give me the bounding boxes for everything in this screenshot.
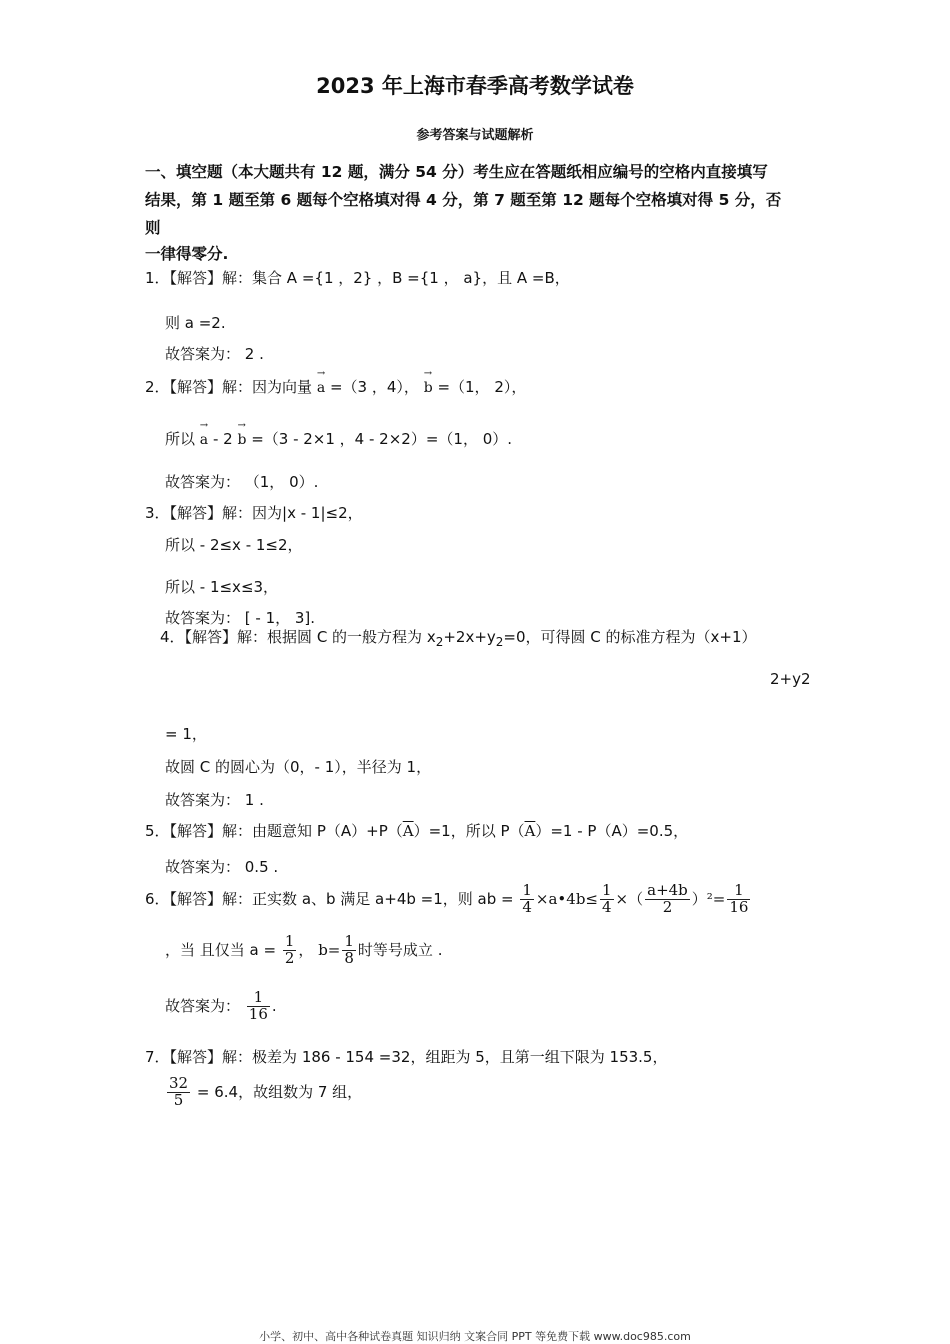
fraction: $\frac{1}{2}$ bbox=[284, 932, 295, 967]
q5-text-2: ）=1，所以 P（ bbox=[413, 822, 525, 840]
q4-answer: 故答案为： 1 . bbox=[165, 791, 264, 809]
complement-a: $\overline{A}$ bbox=[402, 822, 414, 840]
fraction: $\frac{1}{16}$ bbox=[729, 881, 749, 916]
fraction: $\frac{1}{4}$ bbox=[602, 881, 612, 916]
q3-line-1: 3．【解答】解：因为|x - 1|≤2， bbox=[145, 504, 363, 522]
q4-sub-1: 2 bbox=[435, 635, 444, 649]
q6-text-3: ， bbox=[298, 940, 314, 959]
fraction: $\frac{32}{5}$ bbox=[169, 1074, 189, 1109]
q2-text-6: =（3 - 2×1 ，4 - 2×2）=（1， 0）. bbox=[251, 430, 513, 448]
q4-line-1 bbox=[160, 626, 757, 649]
q2-text-3: =（1， 2）， bbox=[437, 378, 527, 396]
q2-answer: 故答案为： （1， 0）. bbox=[165, 473, 319, 491]
q2-text-5: - 2 bbox=[212, 430, 233, 448]
q2-text-1: 2．【解答】解：因为向量 bbox=[145, 378, 313, 396]
q5-answer: 故答案为： 0.5 . bbox=[165, 858, 279, 876]
section-header-line-3: 则 bbox=[145, 219, 161, 237]
q2-line-1 bbox=[145, 372, 526, 397]
q7-text: = 6.4，故组数为 7 组， bbox=[196, 1082, 363, 1101]
q5-text-1: 5．【解答】解：由题意知 P（A）+P（ bbox=[145, 822, 403, 840]
expression: ）²= bbox=[691, 889, 726, 908]
q1-line-1: 1．【解答】解：集合 A ={1 ，2} ，B ={1 ， a}，且 A =B， bbox=[145, 269, 570, 287]
q3-line-3: 所以 - 1≤x≤3， bbox=[165, 578, 279, 596]
q6-text-4: 时等号成立 . bbox=[357, 940, 443, 959]
q7-line-1: 7．【解答】解：极差为 186 - 154 =32，组距为 5，且第一组下限为 153.5， bbox=[145, 1048, 668, 1066]
page-title: 2023 年上海市春季高考数学试卷 bbox=[316, 74, 634, 98]
q1-line-2: 则 a =2. bbox=[165, 314, 226, 332]
fraction: $\frac{1}{16}$ bbox=[248, 988, 268, 1023]
q5-line-1 bbox=[145, 820, 688, 841]
vector-b: → b bbox=[424, 372, 433, 396]
q4-text-2: +2x+y bbox=[443, 628, 496, 646]
section-header-line-2: 结果，第 1 题至第 6 题每个空格填对得 4 分，第 7 题至第 12 题每个空格填对得 5 分，否 bbox=[145, 191, 782, 209]
expression: b= bbox=[318, 940, 341, 959]
q6-line-1 bbox=[145, 883, 752, 916]
q2-text-2: =（3 ，4）， bbox=[329, 378, 419, 396]
q6-text-1: 6．【解答】解：正实数 a、b 满足 a+4b =1，则 ab = bbox=[145, 889, 514, 908]
q4-line-4: 故圆 C 的圆心为（0，- 1），半径为 1， bbox=[165, 758, 432, 776]
q4-text-1: 4．【解答】解：根据圆 C 的一般方程为 x bbox=[160, 628, 436, 646]
q4-text-3: =0，可得圆 C 的标准方程为（x+1） bbox=[503, 628, 757, 646]
complement-a: $\overline{A}$ bbox=[524, 822, 536, 840]
q6-line-2 bbox=[165, 934, 442, 967]
footer: 小学、初中、高中各种试卷真题 知识归纳 文案合同 PPT 等免费下载 www.doc985.com bbox=[259, 1330, 691, 1343]
q5-text-3: ）=1 - P（A）=0.5， bbox=[535, 822, 689, 840]
q6-text-5: 故答案为： bbox=[165, 996, 241, 1015]
expression: ×（ bbox=[615, 889, 644, 908]
q6-text-6: . bbox=[271, 996, 277, 1015]
q4-line-2: 2+y2 bbox=[770, 670, 811, 688]
q4-line-3: = 1， bbox=[165, 725, 207, 743]
expression: ×a•4b≤ bbox=[535, 889, 598, 908]
page-subtitle: 参考答案与试题解析 bbox=[416, 128, 534, 143]
vector-a: → a bbox=[317, 372, 325, 396]
q3-line-2: 所以 - 2≤x - 1≤2， bbox=[165, 536, 303, 554]
q2-line-2 bbox=[165, 424, 512, 449]
q6-answer bbox=[165, 990, 277, 1023]
q1-answer: 故答案为： 2 . bbox=[165, 345, 264, 363]
q6-text-2: ，当 且仅当 a = bbox=[165, 940, 277, 959]
fraction: $\frac{a+4b}{2}$ bbox=[647, 881, 688, 916]
q4-sub-2: 2 bbox=[495, 635, 504, 649]
q2-text-4: 所以 bbox=[165, 430, 196, 448]
vector-a: → a bbox=[200, 424, 208, 448]
vector-b: → b bbox=[237, 424, 246, 448]
fraction: $\frac{1}{8}$ bbox=[344, 932, 354, 967]
q3-answer: 故答案为： [ - 1， 3]. bbox=[165, 609, 316, 627]
q7-line-2 bbox=[165, 1076, 362, 1109]
section-header-line-4: 一律得零分. bbox=[145, 245, 229, 263]
section-header-line-1: 一、填空题（本大题共有 12 题，满分 54 分）考生应在答题纸相应编号的空格内直接填写 bbox=[145, 163, 768, 181]
fraction: $\frac{1}{4}$ bbox=[522, 881, 532, 916]
